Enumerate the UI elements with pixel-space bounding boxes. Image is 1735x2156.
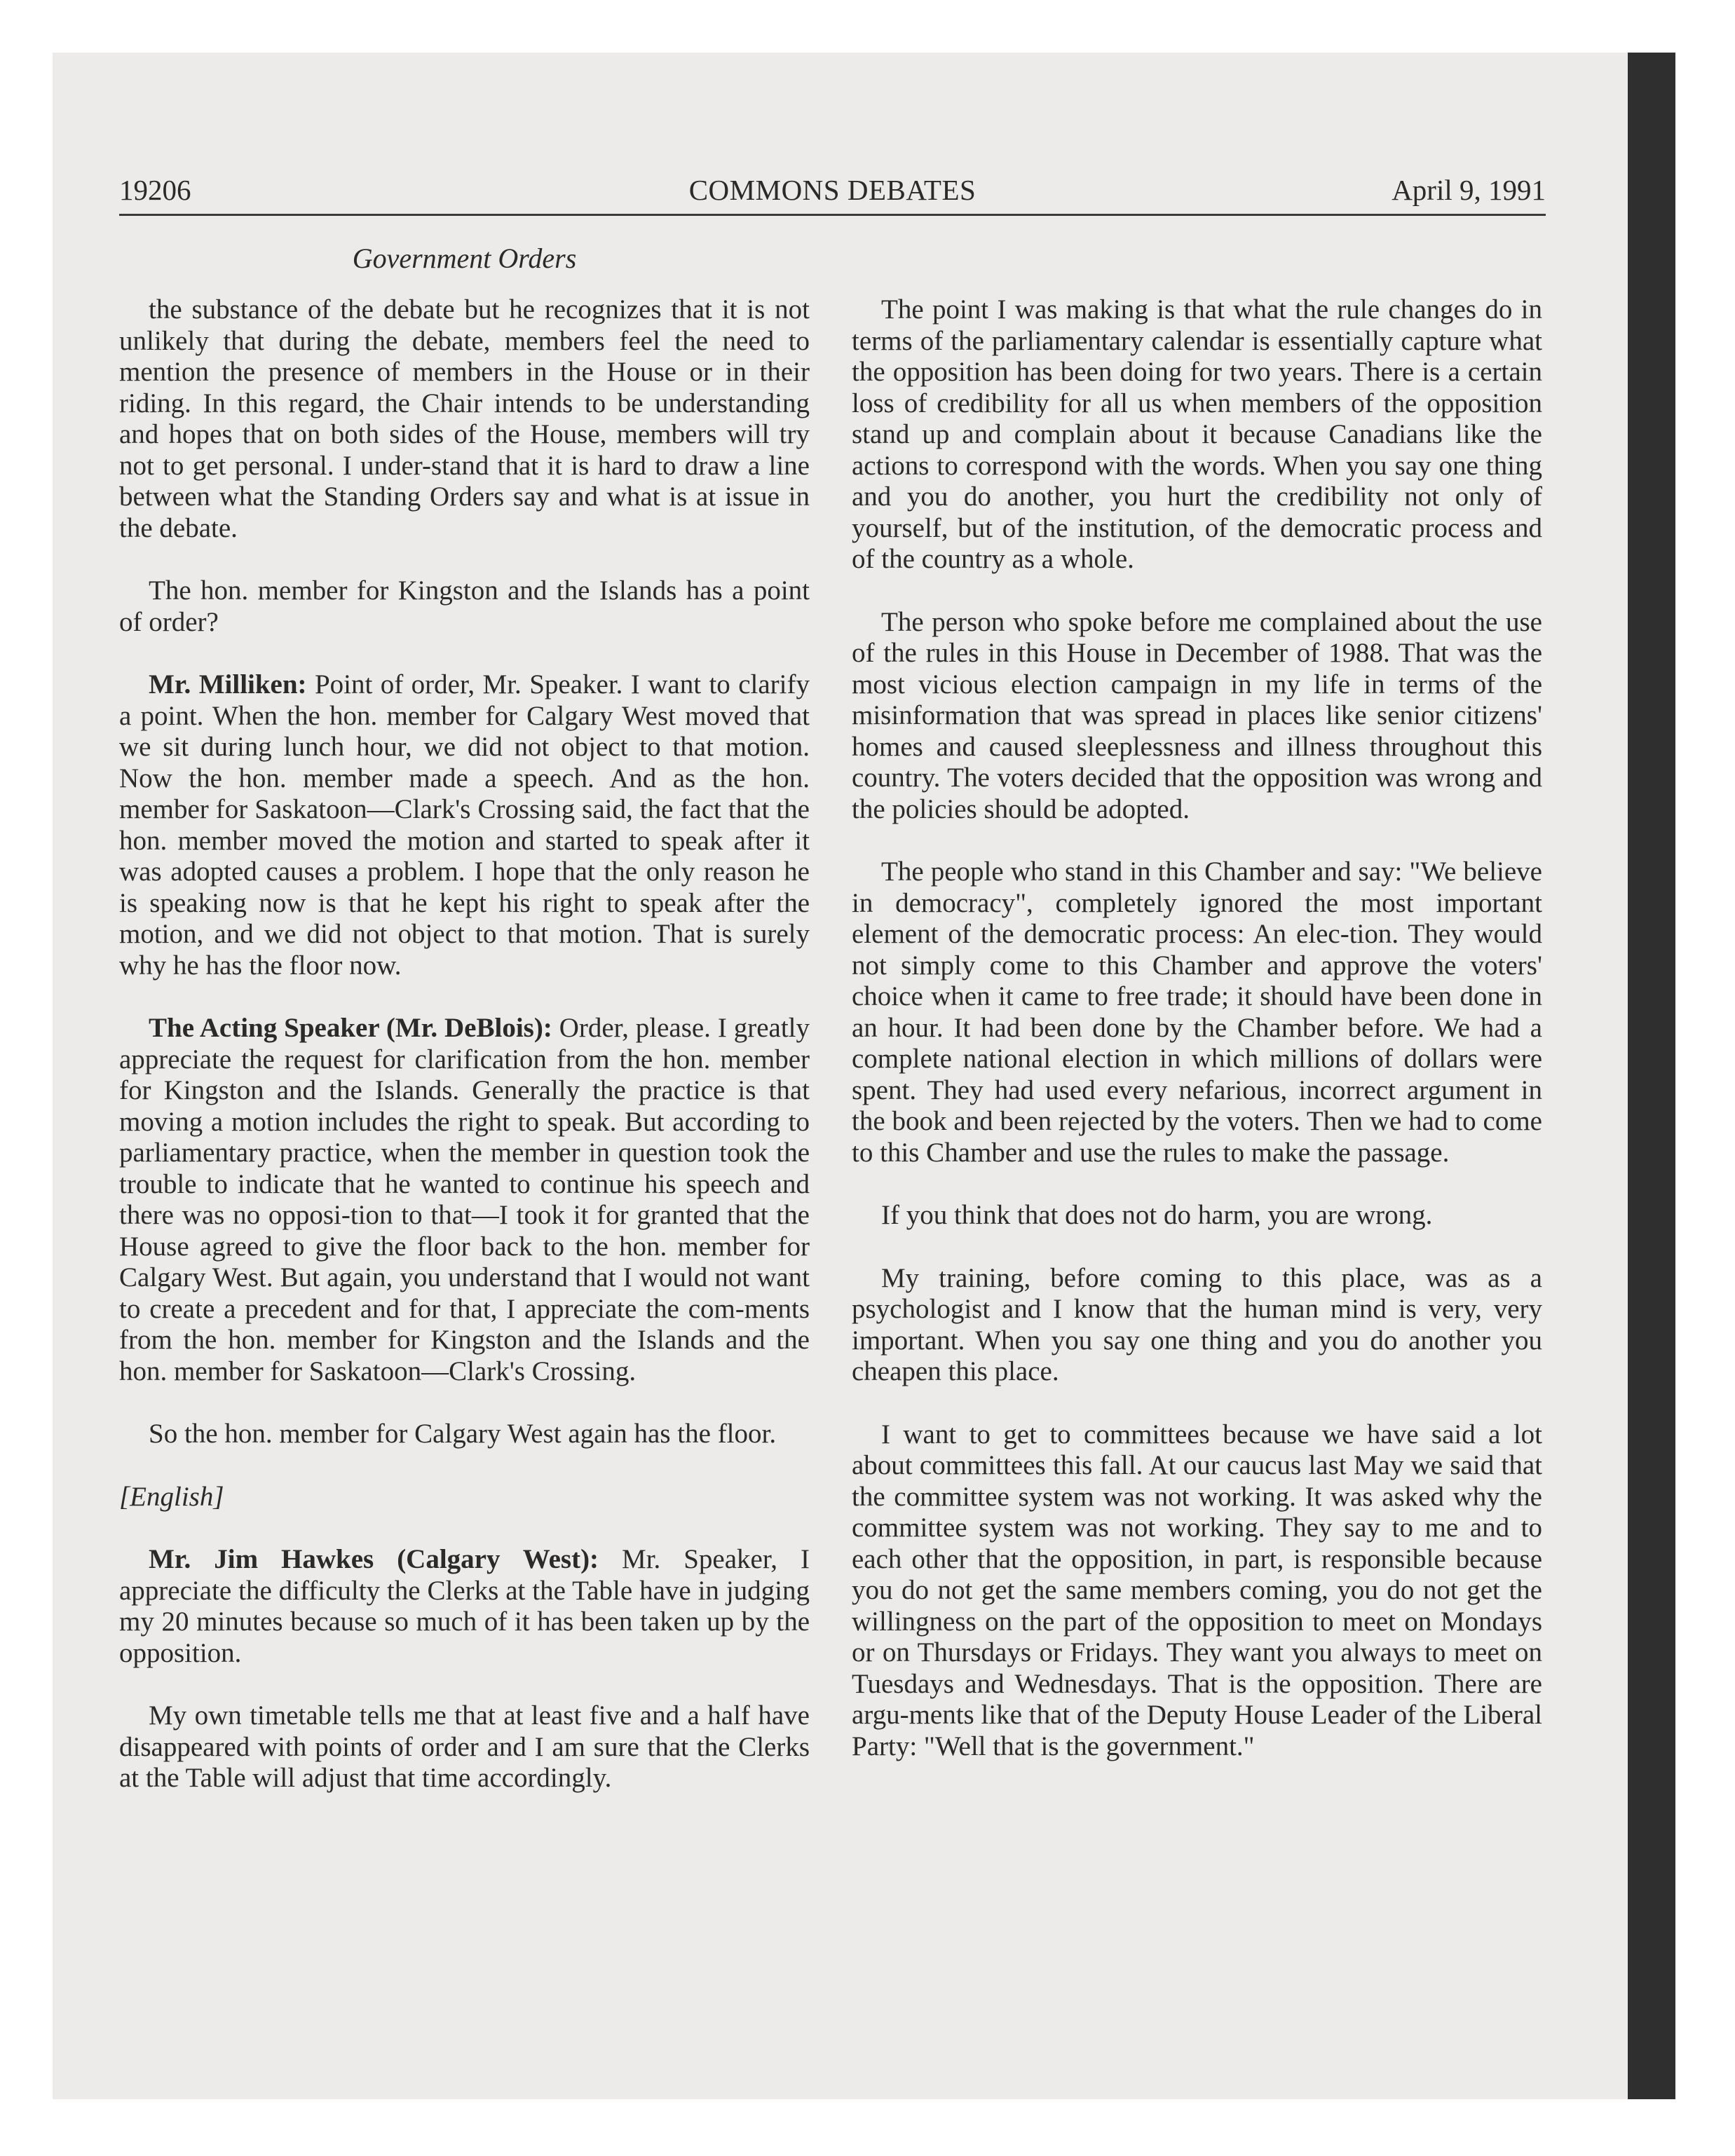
paragraph	[119, 669, 810, 981]
journal-title: COMMONS DEBATES	[688, 174, 977, 206]
paragraph: The people who stand in this Chamber and say: "We believe in democracy", completely ignored the most important element of the democratic process: An elec-tion. They would not simply come to this Chamber and approve the voters' choice when it came to free trade; it should have been done in an hour. It had been done by the Chamber before. We had a complete national election in which millions of dollars were spent. They had used every nefarious, incorrect argument in the book and been rejected by the voters. Then we had to come to this Chamber and use the rules to make the passage.	[852, 857, 1542, 1168]
speech-text: Order, please. I greatly appreciate the request for clarification from the hon. member for Kingston and the Islands. Generally the practice is that moving a motion includes the right to speak. But according to parliamentary practice, when the member in question took the trouble to indicate that he wanted to continue his speech and there was no opposi-tion to that—I took it for granted that the House agreed to give the floor back to the hon. member for Calgary West. But again, you understand that I would not want to create a precedent and for that, I appreciate the com-ments from the hon. member for Kingston and the Islands and the hon. member for Saskatoon—Clark's Crossing.	[119, 1013, 810, 1386]
binding-edge	[1628, 53, 1675, 2099]
running-header	[119, 172, 1546, 216]
speaker-name: The Acting Speaker (Mr. DeBlois):	[149, 1013, 552, 1043]
speaker-name: Mr. Jim Hawkes (Calgary West):	[149, 1544, 599, 1574]
paragraph: The person who spoke before me complained about the use of the rules in this House in December of 1988. That was the most vicious election campaign in my life in terms of the misinformation that was spread in places like senior citizens' homes and caused sleeplessness and illness throughout this country. The voters decided that the opposition was wrong and the policies should be adopted.	[852, 606, 1542, 824]
right-column	[852, 294, 1542, 1794]
paragraph: the substance of the debate but he recognizes that it is not unlikely that during the debate, members feel the need to mention the presence of members in the House or in their riding. In this regard, the Chair intends to be understanding and hopes that on both sides of the House, members will try not to get personal. I under-stand that it is hard to draw a line between what the Standing Orders say and what is at issue in the debate.	[119, 294, 810, 543]
paragraph: I want to get to committees because we have said a lot about committees this fall. At our caucus last May we said that the committee system was not working. It was asked why the committee system was not working. They say to me and to each other that the opposition, in part, is responsible because you do not get the same members coming, you do not get the willingness on the part of the opposition to meet on Mondays or on Thursdays or Fridays. They want you always to meet on Tuesdays and Wednesdays. That is the opposition. There are argu-ments like that of the Deputy House Leader of the Liberal Party: "Well that is the government."	[852, 1419, 1542, 1761]
paragraph: My own timetable tells me that at least five and a half have disappeared with points of order and I am sure that the Clerks at the Table will adjust that time accordingly.	[119, 1700, 810, 1793]
paragraph: So the hon. member for Calgary West again has the floor.	[149, 1419, 777, 1449]
language-note: [English]	[119, 1481, 224, 1512]
paragraph: The point I was making is that what the rule changes do in terms of the parliamentary calendar is essentially capture what the opposition has been doing for two years. There is a certain loss of credibility for all us when members of the opposition stand up and complain about it because Canadians like the actions to correspond with the words. When you say one thing and you do another, you hurt the credibility not only of yourself, but of the institution, of the democratic process and of the country as a whole.	[852, 294, 1542, 574]
paragraph: The hon. member for Kingston and the Islands has a point of order?	[119, 575, 810, 637]
paragraph	[119, 1013, 810, 1387]
left-column	[119, 294, 810, 1826]
paragraph: My training, before coming to this place, was as a psychologist and I know that the human mind is very, very important. When you say one thing and you do another you cheapen this place.	[852, 1262, 1542, 1386]
speech-text: Mr. Speaker, I appreciate the difficulty the Clerks at the Table have in judging my 20 minutes because so much of it has been taken up by the opposition.	[119, 1544, 810, 1668]
section-heading: Government Orders	[352, 243, 577, 274]
paragraph: If you think that does not do harm, you are wrong.	[881, 1200, 1433, 1230]
issue-date: April 9, 1991	[1392, 174, 1546, 206]
speech-text: Point of order, Mr. Speaker. I want to clarify a point. When the hon. member for Calgary West moved that we sit during lunch hour, we did not object to that motion. Now the hon. member made a speech. And as the hon. member for Saskatoon—Clark's Crossing said, the fact that the hon. member moved the motion and started to speak after it was adopted causes a problem. I hope that the only reason he is speaking now is that he kept his right to speak after the motion, and we did not object to that motion. That is surely why he has the floor now.	[119, 669, 810, 981]
page-number: 19206	[119, 174, 191, 206]
speaker-name: Mr. Milliken:	[149, 669, 307, 700]
paragraph	[119, 1544, 810, 1669]
